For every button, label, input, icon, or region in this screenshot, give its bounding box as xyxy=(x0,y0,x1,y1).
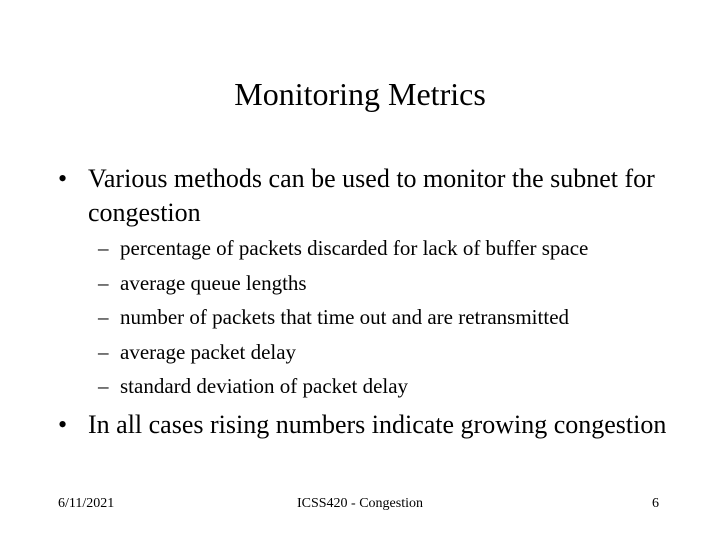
sub-bullet-text: number of packets that time out and are retransmitted xyxy=(120,305,570,329)
dash-marker: – xyxy=(98,270,109,295)
sub-bullet-text: percentage of packets discarded for lack of buffer space xyxy=(120,236,589,260)
sub-bullet-item xyxy=(98,266,698,301)
footer-date: 6/11/2021 xyxy=(58,496,115,511)
sub-bullet-item xyxy=(98,300,698,335)
sub-bullet-item xyxy=(98,335,698,370)
sub-bullet-text: average packet delay xyxy=(120,339,297,364)
dash-marker: – xyxy=(98,374,109,398)
sub-bullet-item xyxy=(98,369,698,404)
bullet-marker: • xyxy=(58,410,68,439)
sub-bullet-text: standard deviation of packet delay xyxy=(120,374,409,398)
footer-title: ICSS420 - Congestion xyxy=(296,496,423,511)
bullet-item xyxy=(58,408,678,442)
dash-marker: – xyxy=(98,305,109,329)
bullet-item xyxy=(58,162,678,230)
slide-title: Monitoring Metrics xyxy=(234,76,486,112)
sub-bullet-list xyxy=(98,231,698,404)
dash-marker: – xyxy=(98,339,109,364)
bullet-marker: • xyxy=(58,164,68,193)
sub-bullet-text: average queue lengths xyxy=(120,270,307,295)
dash-marker: – xyxy=(98,236,109,260)
page-number: 6 xyxy=(652,496,659,511)
sub-bullet-item xyxy=(98,231,698,266)
bullet-text: In all cases rising numbers indicate growing congestion xyxy=(88,410,667,439)
bullet-text: Various methods can be used to monitor the subnet for congestion xyxy=(88,164,655,227)
